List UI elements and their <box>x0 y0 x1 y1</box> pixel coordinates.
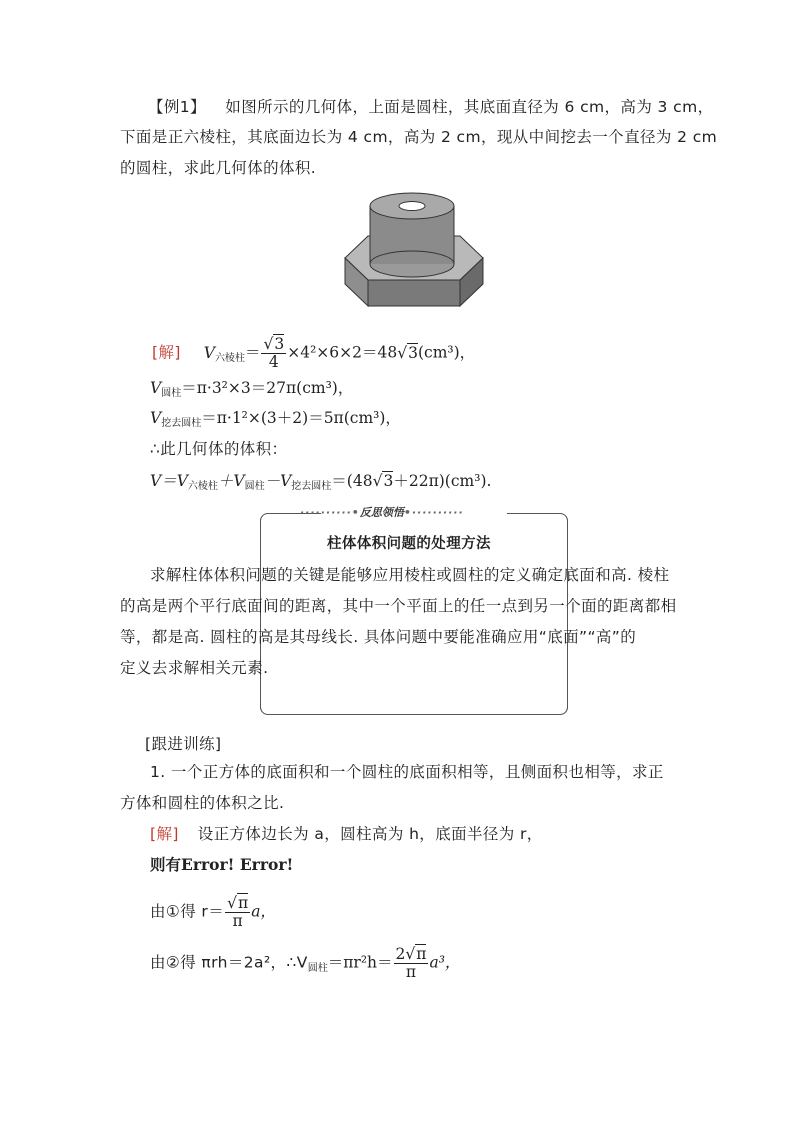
solution-final <box>150 470 491 495</box>
step2-fraction <box>394 946 429 981</box>
step2-mid: ＝πr²h＝ <box>327 953 393 972</box>
reflection-p4: 定义去求解相关元素. <box>120 659 269 677</box>
practice-sol-tag: [解] <box>150 825 179 843</box>
final-plus: ＋V <box>217 472 245 490</box>
hex-prism-front <box>368 280 460 306</box>
example-line-3: 的圆柱，求此几何体的体积. <box>120 159 317 177</box>
v-hex-fraction <box>261 336 286 371</box>
step1-tail: a， <box>251 902 276 921</box>
final-sub-2: 圆柱 <box>244 481 265 492</box>
v-hex-unit: (cm³)， <box>417 343 476 362</box>
v-hex-sub: 六棱柱 <box>214 352 245 364</box>
solution-line-1: [解] V六棱柱＝ √ $\frac{3}{4}$ ×4²×6×2＝48√ 3(cm³)， <box>152 336 475 371</box>
solution-tag: [解] <box>152 343 181 362</box>
practice-q1-line2: 方体和圆柱的体积之比. <box>120 794 285 812</box>
step1-fraction <box>225 895 250 930</box>
final-minus: －V <box>264 472 292 490</box>
final-root: 3 <box>383 472 394 490</box>
hole <box>399 202 425 211</box>
v-dug-rest: ＝π·1²×(3＋2)＝5π(cm³)， <box>201 409 401 427</box>
v-cyl-sub: 圆柱 <box>161 388 182 399</box>
reflection-box-bottom <box>260 702 568 715</box>
example-tag: 【例1】 <box>148 98 206 116</box>
v-hex-frac-num: 3 <box>274 335 285 353</box>
reflection-banner-text: 反思领悟 <box>359 506 404 519</box>
reflection-p3: 等，都是高. 圆柱的高是其母线长. 具体问题中要能准确应用“底面”“高”的 <box>120 628 637 646</box>
v-cyl-rest: ＝π·3²×3＝27π(cm³)， <box>181 379 354 397</box>
v-hex-rest: ×4²×6×2＝48 <box>287 343 398 362</box>
final-sub-1: 六棱柱 <box>187 481 218 492</box>
final-tail: ＋22π)(cm³). <box>393 472 492 490</box>
step2-pre: 由②得 πrh＝2a²，∴V <box>150 953 308 972</box>
final-pre: V＝V <box>150 472 188 490</box>
step2-num-coef: 2 <box>395 945 406 963</box>
reflection-banner: ··········•反思领悟•·········· <box>300 506 464 519</box>
step2-den: π <box>405 963 417 981</box>
step1-num: π <box>238 894 249 912</box>
reflection-p1: 求解柱体体积问题的关键是能够应用棱柱或圆柱的定义确定底面和高. 棱柱 <box>150 566 670 584</box>
practice-sol-text-1: 设正方体边长为 a，圆柱高为 h，底面半径为 r， <box>197 825 543 843</box>
practice-header: [跟进训练] <box>145 735 222 753</box>
solution-line-3: V挖去圆柱＝π·1²×(3＋2)＝5π(cm³)， <box>150 409 401 429</box>
practice-q1-line1: 1. 一个正方体的底面积和一个圆柱的底面积相等，且侧面积也相等，求正 <box>150 763 664 781</box>
step2-tail: a³， <box>429 953 461 972</box>
v-hex-root: 3 <box>408 343 418 362</box>
step2-sub: 圆柱 <box>307 962 328 974</box>
step2-num-root: π <box>416 945 427 963</box>
example-line-1 <box>148 96 713 118</box>
step1-den: π <box>232 912 243 930</box>
solution-line-2: V圆柱＝π·3²×3＝27π(cm³)， <box>150 379 354 399</box>
reflection-title: 柱体体积问题的处理方法 <box>327 536 491 552</box>
practice-step-1 <box>150 895 276 930</box>
final-eq: ＝(48 <box>331 472 373 490</box>
final-sub-3: 挖去圆柱 <box>291 481 332 492</box>
geometry-figure <box>340 188 488 318</box>
solution-conclusion: ∴此几何体的体积： <box>150 440 288 458</box>
step1-pre: 由①得 r＝ <box>150 902 225 921</box>
example-line-2: 下面是正六棱柱，其底面边长为 4 cm，高为 2 cm，现从中间挖去一个直径为 2 cm <box>120 128 718 146</box>
reflection-p2: 的高是两个平行底面间的距离，其中一个平面上的任一点到另一个面的距离都相 <box>120 597 677 615</box>
example-text-1: 如图所示的几何体，上面是圆柱，其底面直径为 6 cm，高为 3 cm， <box>225 98 714 116</box>
practice-solution-line2: 则有Error! Error! <box>150 855 294 874</box>
v-dug-sub: 挖去圆柱 <box>161 418 202 429</box>
practice-solution-line1 <box>150 823 543 845</box>
v-hex-frac-den: 4 <box>268 353 279 371</box>
reflection-box-top-right <box>507 513 568 524</box>
practice-step-2 <box>150 946 460 981</box>
